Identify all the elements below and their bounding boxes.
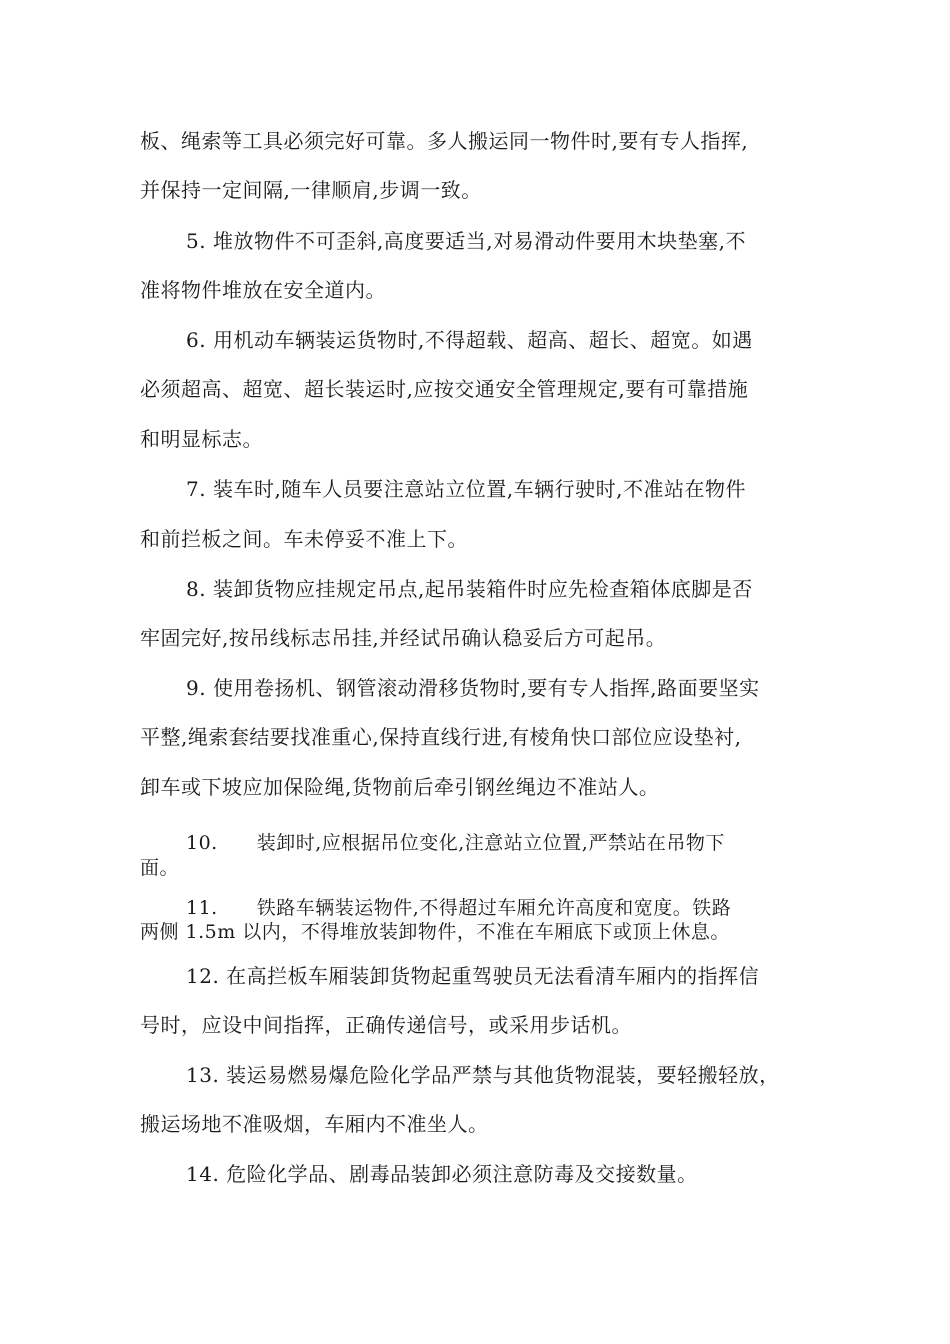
text-line: 6. 用机动车辆装运货物时,不得超载、超高、超长、超宽。如遇 xyxy=(186,328,753,352)
text-line: 平整,绳索套结要找准重心,保持直线行进,有棱角快口部位应设垫衬, xyxy=(140,725,742,749)
text-line: 10. 装卸时,应根据吊位变化,注意站立位置,严禁站在吊物下 xyxy=(186,832,725,854)
text-line: 准将物件堆放在安全道内。 xyxy=(140,278,386,302)
text-line: 并保持一定间隔,一律顺肩,步调一致。 xyxy=(140,178,482,202)
text-line: 9. 使用卷扬机、钢管滚动滑移货物时,要有专人指挥,路面要坚实 xyxy=(186,676,760,700)
text-line: 和明显标志。 xyxy=(140,427,263,451)
text-line: 板、绳索等工具必须完好可靠。多人搬运同一物件时,要有专人指挥, xyxy=(140,129,749,153)
text-line: 面。 xyxy=(140,857,180,879)
text-line: 13. 装运易燃易爆危险化学品严禁与其他货物混装，要轻搬轻放， xyxy=(186,1063,780,1087)
text-line: 两侧 1.5m 以内，不得堆放装卸物件，不准在车厢底下或顶上休息。 xyxy=(140,921,730,943)
text-line: 卸车或下坡应加保险绳,货物前后牵引钢丝绳边不准站人。 xyxy=(140,775,660,799)
text-line: 牢固完好,按吊线标志吊挂,并经试吊确认稳妥后方可起吊。 xyxy=(140,626,667,650)
text-line: 必须超高、超宽、超长装运时,应按交通安全管理规定,要有可靠措施 xyxy=(140,377,749,401)
text-line: 号时，应设中间指挥，正确传递信号，或采用步话机。 xyxy=(140,1013,632,1037)
text-line: 7. 装车时,随车人员要注意站立位置,车辆行驶时,不准站在物件 xyxy=(186,477,747,501)
text-line: 8. 装卸货物应挂规定吊点,起吊装箱件时应先检查箱体底脚是否 xyxy=(186,577,753,601)
text-line: 搬运场地不准吸烟，车厢内不准坐人。 xyxy=(140,1112,489,1136)
text-line: 12. 在高拦板车厢装卸货物起重驾驶员无法看清车厢内的指挥信 xyxy=(186,964,760,988)
text-line: 5. 堆放物件不可歪斜,高度要适当,对易滑动件要用木块垫塞,不 xyxy=(186,229,747,253)
text-line: 和前拦板之间。车未停妥不准上下。 xyxy=(140,527,468,551)
text-line: 11. 铁路车辆装运物件,不得超过车厢允许高度和宽度。铁路 xyxy=(186,897,732,919)
text-line: 14. 危险化学品、剧毒品装卸必须注意防毒及交接数量。 xyxy=(186,1162,698,1186)
